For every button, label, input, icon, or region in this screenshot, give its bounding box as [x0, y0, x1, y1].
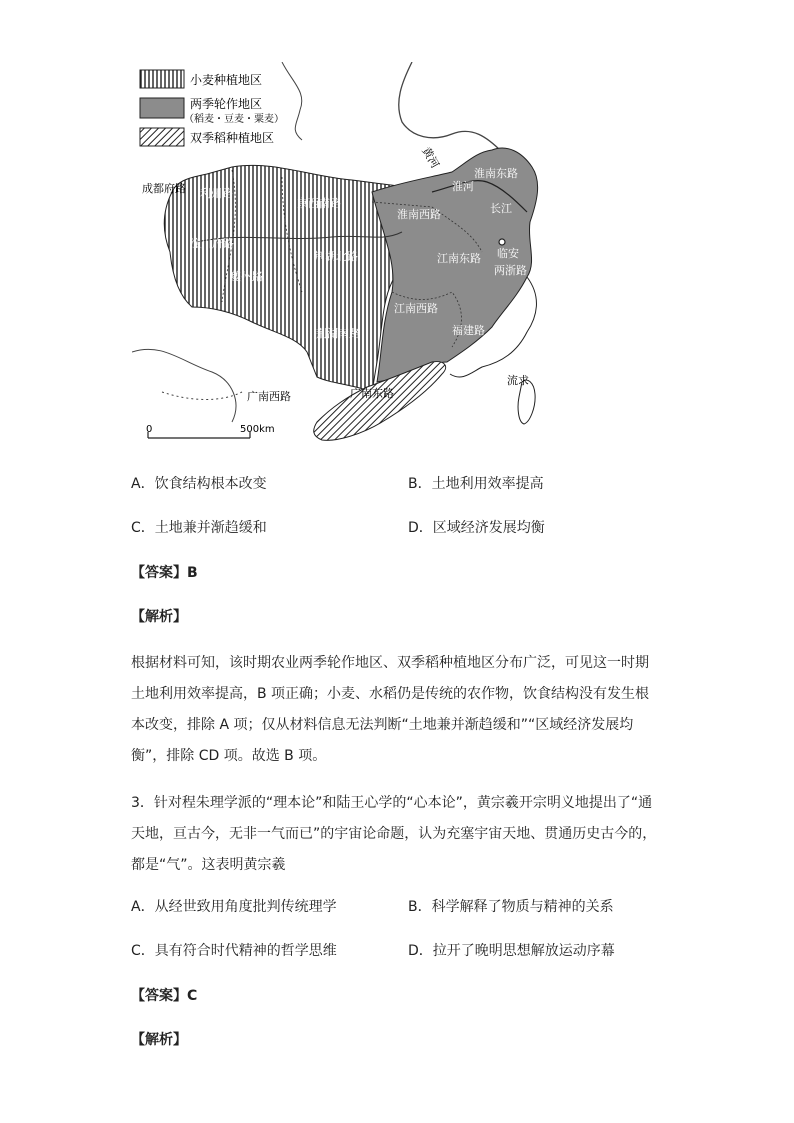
- label-lizhou: 利州路: [200, 187, 233, 200]
- q3-stem-line: 3．针对程朱理学派的“理本论”和陆王心学的“心本论”，黄宗羲开宗明义地提出了“通: [131, 795, 653, 811]
- label-jingxi-nan: 京西南路: [297, 197, 341, 210]
- q2-analysis-title: 【解析】: [131, 609, 187, 625]
- q2-analysis-line: 衡”，排除 CD 项。故选 B 项。: [131, 748, 327, 764]
- label-liangzhe: 两浙路: [494, 264, 527, 277]
- border-line: [162, 392, 242, 400]
- label-huanghe: 黄河: [419, 145, 442, 171]
- label-jinghu-nan: 荆湖南路: [316, 327, 360, 340]
- q3-stem-line: 都是“气”。这表明黄宗羲: [131, 857, 286, 873]
- label-huainan-dong: 淮南东路: [474, 167, 518, 180]
- legend-swatch-rotation: [140, 98, 184, 118]
- q2-answer: 【答案】B: [131, 565, 198, 581]
- q2-analysis-line: 本改变，排除 A 项；仅从材料信息无法判断“土地兼并渐趋缓和”“区域经济发展均: [131, 717, 634, 733]
- map-svg: [132, 62, 562, 454]
- label-liuqiu: 流求: [507, 374, 529, 387]
- huanghe-river: [399, 62, 502, 152]
- river-line: [282, 62, 302, 140]
- label-chengdu: 成都府路: [142, 182, 186, 195]
- q3-option-c: C．具有符合时代精神的哲学思维: [131, 943, 337, 959]
- label-guangnan-xi: 广南西路: [247, 390, 291, 403]
- q3-option-b: B．科学解释了物质与精神的关系: [408, 899, 614, 915]
- q3-answer: 【答案】C: [131, 988, 198, 1004]
- linan-marker: [499, 239, 505, 245]
- q2-analysis-line: 土地利用效率提高，B 项正确；小麦、水稻仍是传统的农作物，饮食结构没有发生根: [131, 686, 650, 702]
- legend-label-rotation: 两季轮作地区: [190, 97, 263, 111]
- q3-option-d: D．拉开了晚明思想解放运动序幕: [408, 943, 615, 959]
- label-tongchuan: 潼川府路: [190, 237, 234, 250]
- label-huaihe: 淮河: [452, 180, 474, 193]
- border-line: [132, 349, 236, 422]
- label-changjiang: 长江: [490, 202, 512, 215]
- song-agriculture-map: [132, 62, 562, 454]
- scale-start: 0: [146, 424, 153, 435]
- legend-swatch-rice: [140, 128, 184, 146]
- q3-stem-line: 天地，亘古今，无非一气而已”的宇宙论命题，认为充塞宇宙天地、贯通历史古今的，: [131, 826, 657, 842]
- q3-option-a: A．从经世致用角度批判传统理学: [131, 899, 337, 915]
- q3-stem: [131, 788, 661, 881]
- label-linan: 临安: [497, 247, 519, 260]
- label-fujian: 福建路: [452, 324, 485, 337]
- q2-option-b: B．土地利用效率提高: [408, 476, 544, 492]
- q2-option-c: C．土地兼并渐趋缓和: [131, 520, 267, 536]
- legend-sublabel-rotation: （稻麦・豆麦・粟麦）: [184, 114, 284, 125]
- label-jiangnan-xi: 江南西路: [394, 302, 438, 315]
- legend-swatch-wheat: [140, 70, 184, 88]
- q2-option-a: A．饮食结构根本改变: [131, 476, 267, 492]
- q2-option-d: D．区域经济发展均衡: [408, 520, 545, 536]
- label-jinghu-bei: 荆湖北路: [314, 250, 358, 263]
- label-guangnan-dong: 广南东路: [350, 387, 394, 400]
- scale-end: 500km: [240, 424, 275, 435]
- legend-label-wheat: 小麦种植地区: [190, 73, 263, 87]
- q3-analysis-title: 【解析】: [131, 1032, 187, 1048]
- q2-analysis-line: 根据材料可知，该时期农业两季轮作地区、双季稻种植地区分布广泛，可见这一时期: [131, 655, 649, 671]
- label-kuizhou: 夔州路: [230, 270, 263, 283]
- q2-analysis-text: [131, 648, 661, 772]
- label-jiangnan-dong: 江南东路: [437, 252, 481, 265]
- label-huainan-xi: 淮南西路: [397, 208, 441, 221]
- legend-label-rice: 双季稻种植地区: [190, 131, 275, 145]
